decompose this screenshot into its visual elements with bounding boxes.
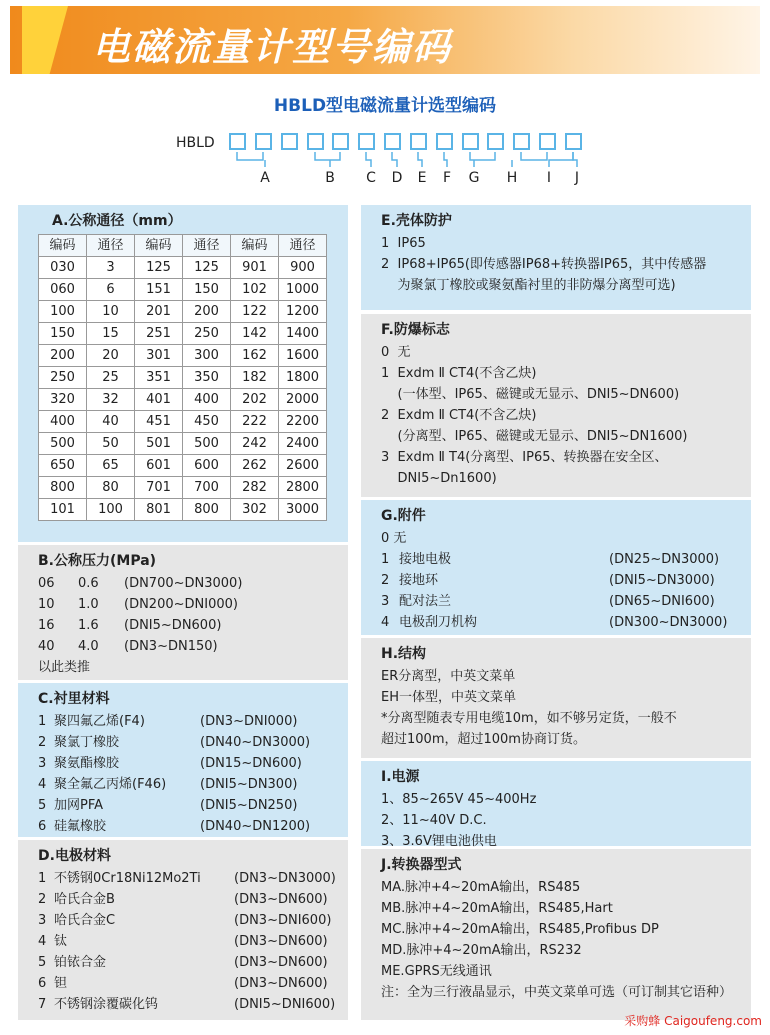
table-cell: 65 bbox=[87, 455, 135, 477]
list-cell: (DN40~DN3000) bbox=[200, 735, 311, 750]
code-letter-B: B bbox=[325, 170, 335, 186]
table-cell: 601 bbox=[135, 455, 183, 477]
table-cell: 150 bbox=[183, 279, 231, 301]
table-cell: 2400 bbox=[279, 433, 327, 455]
table-row bbox=[39, 499, 327, 521]
list-cell: (DNI5~DN3000) bbox=[609, 573, 715, 588]
table-cell: 401 bbox=[135, 389, 183, 411]
panel-h-title: H.结构 bbox=[381, 646, 427, 662]
list-cell: (DN3~DNI000) bbox=[200, 714, 298, 729]
panel-g bbox=[361, 500, 751, 635]
code-connector-lines bbox=[0, 0, 770, 200]
code-connector-D bbox=[392, 152, 397, 167]
table-cell: 301 bbox=[135, 345, 183, 367]
list-cell: 电极刮刀机构 bbox=[399, 615, 478, 630]
list-item bbox=[38, 594, 348, 615]
code-connector-G bbox=[470, 152, 495, 167]
table-cell: 900 bbox=[279, 257, 327, 279]
list-cell: 3 bbox=[381, 594, 390, 609]
panel-d bbox=[18, 840, 348, 1020]
panel-e bbox=[361, 205, 751, 310]
table-header: 通径 bbox=[87, 235, 135, 257]
panel-b-title: B.公称压力(MPa) bbox=[38, 553, 157, 569]
table-cell: 800 bbox=[39, 477, 87, 499]
panel-b bbox=[18, 545, 348, 680]
list-cell: 钛 bbox=[54, 934, 68, 949]
table-cell: 101 bbox=[39, 499, 87, 521]
list-cell: 2 bbox=[38, 735, 47, 750]
list-item bbox=[381, 612, 751, 633]
list-cell: 1.0 bbox=[78, 597, 99, 612]
code-letter-E: E bbox=[417, 170, 427, 186]
list-item: 3、3.6V锂电池供电 bbox=[381, 834, 497, 849]
list-item bbox=[38, 910, 348, 931]
table-cell: 100 bbox=[87, 499, 135, 521]
list-cell: 哈氏合金B bbox=[54, 892, 115, 907]
list-item: 1 IP65 bbox=[381, 236, 426, 251]
list-item bbox=[38, 994, 348, 1015]
code-letter-F: F bbox=[442, 170, 452, 186]
table-cell: 1400 bbox=[279, 323, 327, 345]
table-cell: 20 bbox=[87, 345, 135, 367]
list-cell: 3 bbox=[38, 756, 47, 771]
table-cell: 3 bbox=[87, 257, 135, 279]
panel-f-title: F.防爆标志 bbox=[381, 322, 450, 338]
table-cell: 100 bbox=[39, 301, 87, 323]
list-item bbox=[381, 549, 751, 570]
list-item bbox=[38, 753, 348, 774]
list-item bbox=[38, 931, 348, 952]
list-cell: 06 bbox=[38, 576, 55, 591]
table-cell: 451 bbox=[135, 411, 183, 433]
list-cell: (DN700~DN3000) bbox=[124, 576, 243, 591]
table-cell: 151 bbox=[135, 279, 183, 301]
list-cell: (DNI5~DN300) bbox=[200, 777, 298, 792]
nominal-diameter-table bbox=[38, 234, 327, 521]
code-letter-A: A bbox=[260, 170, 270, 186]
panel-j-title: J.转换器型式 bbox=[381, 857, 462, 873]
list-item: MA.脉冲+4~20mA输出，RS485 bbox=[381, 880, 581, 895]
table-cell: 2800 bbox=[279, 477, 327, 499]
table-cell: 40 bbox=[87, 411, 135, 433]
table-row bbox=[39, 301, 327, 323]
list-cell: 铂铱合金 bbox=[54, 955, 107, 970]
table-cell: 901 bbox=[231, 257, 279, 279]
table-cell: 32 bbox=[87, 389, 135, 411]
list-cell: (DN3~DN600) bbox=[234, 955, 328, 970]
table-cell: 125 bbox=[183, 257, 231, 279]
code-connector-F bbox=[444, 152, 447, 167]
table-cell: 202 bbox=[231, 389, 279, 411]
list-cell: (DN25~DN3000) bbox=[609, 552, 720, 567]
table-cell: 2200 bbox=[279, 411, 327, 433]
list-cell: 5 bbox=[38, 798, 47, 813]
pressure-note: 以此类推 bbox=[38, 660, 91, 675]
list-cell: 16 bbox=[38, 618, 55, 633]
list-item bbox=[38, 816, 348, 837]
table-row bbox=[39, 433, 327, 455]
table-cell: 650 bbox=[39, 455, 87, 477]
list-item: (分离型、IP65、磁键或无显示、DNI5~DN1600) bbox=[381, 429, 688, 444]
list-item: 超过100m，超过100m协商订货。 bbox=[381, 732, 586, 747]
table-cell: 150 bbox=[39, 323, 87, 345]
table-cell: 600 bbox=[183, 455, 231, 477]
table-cell: 1000 bbox=[279, 279, 327, 301]
table-row bbox=[39, 455, 327, 477]
list-item bbox=[38, 615, 348, 636]
list-item bbox=[38, 795, 348, 816]
list-cell: 40 bbox=[38, 639, 55, 654]
code-letter-G: G bbox=[468, 170, 480, 186]
explosion-list bbox=[381, 342, 751, 489]
table-cell: 10 bbox=[87, 301, 135, 323]
table-cell: 1800 bbox=[279, 367, 327, 389]
table-cell: 302 bbox=[231, 499, 279, 521]
list-cell: (DNI5~DN250) bbox=[200, 798, 298, 813]
table-cell: 250 bbox=[183, 323, 231, 345]
list-cell: 4 bbox=[38, 934, 47, 949]
accessory-none: 0 无 bbox=[381, 531, 407, 546]
power-list bbox=[381, 789, 751, 852]
converter-list bbox=[381, 877, 751, 1003]
list-item: 1 Exdm Ⅱ CT4(不含乙炔) bbox=[381, 366, 537, 381]
table-cell: 1600 bbox=[279, 345, 327, 367]
code-connector-J bbox=[573, 152, 577, 167]
list-cell: 7 bbox=[38, 997, 47, 1012]
table-cell: 700 bbox=[183, 477, 231, 499]
panel-a-title: A.公称通径（mm） bbox=[52, 213, 182, 229]
table-cell: 1200 bbox=[279, 301, 327, 323]
lining-list bbox=[38, 711, 348, 837]
watermark: 采购蜂 Caigoufeng.com bbox=[624, 1014, 762, 1028]
table-cell: 102 bbox=[231, 279, 279, 301]
list-cell: 4 bbox=[381, 615, 390, 630]
table-cell: 222 bbox=[231, 411, 279, 433]
list-item: 3 Exdm Ⅱ T4(分离型、IP65、转换器在安全区、 bbox=[381, 450, 668, 465]
panel-i bbox=[361, 761, 751, 849]
list-item: ME.GPRS无线通讯 bbox=[381, 964, 492, 979]
list-item: 为聚氯丁橡胶或聚氨酯衬里的非防爆分离型可选) bbox=[381, 278, 676, 293]
model-prefix: HBLD bbox=[176, 135, 215, 151]
table-cell: 250 bbox=[39, 367, 87, 389]
table-cell: 25 bbox=[87, 367, 135, 389]
list-cell: 哈氏合金C bbox=[54, 913, 116, 928]
list-cell: (DNI5~DNI600) bbox=[234, 997, 336, 1012]
list-cell: 1 bbox=[381, 552, 390, 567]
pressure-list bbox=[38, 573, 348, 657]
code-connector-A bbox=[237, 152, 265, 167]
list-cell: (DN200~DNI000) bbox=[124, 597, 238, 612]
table-cell: 801 bbox=[135, 499, 183, 521]
list-item bbox=[38, 711, 348, 732]
list-cell: 聚全氟乙丙烯(F46) bbox=[54, 777, 167, 792]
list-cell: 1.6 bbox=[78, 618, 99, 633]
table-row bbox=[39, 389, 327, 411]
table-row bbox=[39, 345, 327, 367]
list-cell: 钽 bbox=[54, 976, 68, 991]
table-cell: 251 bbox=[135, 323, 183, 345]
panel-d-title: D.电极材料 bbox=[38, 848, 111, 864]
list-item bbox=[38, 868, 348, 889]
table-cell: 262 bbox=[231, 455, 279, 477]
table-cell: 500 bbox=[39, 433, 87, 455]
list-cell: (DN3~DN600) bbox=[234, 976, 328, 991]
list-item: 1、85~265V 45~400Hz bbox=[381, 792, 537, 807]
table-cell: 060 bbox=[39, 279, 87, 301]
list-item bbox=[381, 591, 751, 612]
list-item bbox=[38, 636, 348, 657]
table-row bbox=[39, 257, 327, 279]
code-letter-D: D bbox=[391, 170, 403, 186]
table-cell: 500 bbox=[183, 433, 231, 455]
table-row bbox=[39, 411, 327, 433]
list-cell: (DN40~DN1200) bbox=[200, 819, 311, 834]
table-cell: 162 bbox=[231, 345, 279, 367]
code-letter-I: I bbox=[546, 170, 552, 186]
subtitle: HBLD型电磁流量计选型编码 bbox=[273, 96, 497, 116]
list-item bbox=[38, 732, 348, 753]
list-cell: (DNI5~DN600) bbox=[124, 618, 222, 633]
list-item: MB.脉冲+4~20mA输出，RS485,Hart bbox=[381, 901, 613, 916]
list-cell: 聚四氟乙烯(F4) bbox=[54, 714, 145, 729]
code-connector-E bbox=[418, 152, 422, 167]
list-item: EH一体型，中英文菜单 bbox=[381, 690, 516, 705]
list-cell: 4 bbox=[38, 777, 47, 792]
table-cell: 242 bbox=[231, 433, 279, 455]
list-cell: 硅氟橡胶 bbox=[54, 819, 107, 834]
table-header: 通径 bbox=[279, 235, 327, 257]
electrode-list bbox=[38, 868, 348, 1015]
table-cell: 450 bbox=[183, 411, 231, 433]
table-cell: 400 bbox=[183, 389, 231, 411]
list-cell: (DN3~DN600) bbox=[234, 934, 328, 949]
list-cell: (DN65~DNI600) bbox=[609, 594, 715, 609]
panel-c bbox=[18, 683, 348, 837]
table-header: 编码 bbox=[231, 235, 279, 257]
code-connector-I bbox=[549, 152, 573, 167]
list-cell: 0.6 bbox=[78, 576, 99, 591]
table-row bbox=[39, 477, 327, 499]
list-cell: 5 bbox=[38, 955, 47, 970]
list-cell: 1 bbox=[38, 714, 47, 729]
list-item: 注：全为三行液晶显示，中英文菜单可选（可订制其它语种） bbox=[381, 985, 733, 1000]
list-item: MC.脉冲+4~20mA输出，RS485,Profibus DP bbox=[381, 922, 659, 937]
code-connector-H bbox=[512, 152, 547, 167]
list-cell: 3 bbox=[38, 913, 47, 928]
list-cell: 加网PFA bbox=[54, 798, 104, 813]
list-cell: (DN3~DNI600) bbox=[234, 913, 332, 928]
list-cell: (DN3~DN3000) bbox=[234, 871, 336, 886]
list-cell: 10 bbox=[38, 597, 55, 612]
table-cell: 300 bbox=[183, 345, 231, 367]
list-cell: 2 bbox=[38, 892, 47, 907]
list-cell: 接地电极 bbox=[399, 552, 452, 567]
list-cell: 6 bbox=[38, 976, 47, 991]
panel-j bbox=[361, 849, 751, 1020]
list-cell: 聚氯丁橡胶 bbox=[54, 735, 120, 750]
list-item: MD.脉冲+4~20mA输出，RS232 bbox=[381, 943, 582, 958]
list-item bbox=[381, 570, 751, 591]
table-cell: 350 bbox=[183, 367, 231, 389]
list-item bbox=[38, 973, 348, 994]
table-cell: 030 bbox=[39, 257, 87, 279]
table-cell: 125 bbox=[135, 257, 183, 279]
table-cell: 320 bbox=[39, 389, 87, 411]
list-item: DNI5~Dn1600) bbox=[381, 471, 497, 486]
list-item bbox=[38, 889, 348, 910]
code-letter-H: H bbox=[506, 170, 518, 186]
list-cell: (DN3~DN150) bbox=[124, 639, 218, 654]
table-cell: 2600 bbox=[279, 455, 327, 477]
list-item: ER分离型，中英文菜单 bbox=[381, 669, 516, 684]
list-item bbox=[38, 774, 348, 795]
table-cell: 201 bbox=[135, 301, 183, 323]
table-cell: 50 bbox=[87, 433, 135, 455]
list-cell: 1 bbox=[38, 871, 47, 886]
table-cell: 351 bbox=[135, 367, 183, 389]
list-item: (一体型、IP65、磁键或无显示、DNI5~DN600) bbox=[381, 387, 680, 402]
list-cell: 配对法兰 bbox=[399, 594, 452, 609]
code-connector-B bbox=[315, 152, 340, 167]
table-cell: 501 bbox=[135, 433, 183, 455]
panel-f bbox=[361, 314, 751, 497]
list-cell: 不锈钢涂覆碳化钨 bbox=[54, 997, 159, 1012]
panel-g-title: G.附件 bbox=[381, 508, 426, 524]
list-cell: 聚氨酯橡胶 bbox=[54, 756, 120, 771]
accessory-list bbox=[381, 549, 751, 633]
table-header: 编码 bbox=[135, 235, 183, 257]
table-cell: 282 bbox=[231, 477, 279, 499]
list-cell: 接地环 bbox=[399, 573, 439, 588]
table-row bbox=[39, 279, 327, 301]
list-cell: 2 bbox=[381, 573, 390, 588]
list-item bbox=[38, 573, 348, 594]
list-item bbox=[38, 952, 348, 973]
panel-c-title: C.衬里材料 bbox=[38, 691, 110, 707]
table-header: 编码 bbox=[39, 235, 87, 257]
code-letter-J: J bbox=[574, 170, 580, 186]
table-cell: 80 bbox=[87, 477, 135, 499]
list-cell: (DN3~DN600) bbox=[234, 892, 328, 907]
table-row bbox=[39, 323, 327, 345]
list-cell: 不锈钢0Cr18Ni12Mo2Ti bbox=[54, 871, 201, 886]
list-item: 2 Exdm Ⅱ CT4(不含乙炔) bbox=[381, 408, 537, 423]
panel-a bbox=[18, 205, 348, 542]
code-letter-C: C bbox=[366, 170, 376, 186]
table-cell: 800 bbox=[183, 499, 231, 521]
table-cell: 6 bbox=[87, 279, 135, 301]
panel-e-title: E.壳体防护 bbox=[381, 213, 452, 229]
table-cell: 701 bbox=[135, 477, 183, 499]
table-cell: 122 bbox=[231, 301, 279, 323]
table-cell: 200 bbox=[183, 301, 231, 323]
table-cell: 15 bbox=[87, 323, 135, 345]
list-item: *分离型随表专用电缆10m，如不够另定货，一般不 bbox=[381, 711, 677, 726]
table-row bbox=[39, 367, 327, 389]
panel-h bbox=[361, 638, 751, 758]
list-item: 0 无 bbox=[381, 345, 411, 360]
table-cell: 142 bbox=[231, 323, 279, 345]
list-item: 2、11~40V D.C. bbox=[381, 813, 487, 828]
page-title: 电磁流量计型号编码 bbox=[92, 25, 453, 69]
list-cell: 6 bbox=[38, 819, 47, 834]
list-cell: (DN300~DN3000) bbox=[609, 615, 728, 630]
list-cell: (DN15~DN600) bbox=[200, 756, 302, 771]
table-cell: 400 bbox=[39, 411, 87, 433]
table-cell: 200 bbox=[39, 345, 87, 367]
code-connector-C bbox=[366, 152, 371, 167]
structure-list bbox=[381, 666, 751, 750]
list-item: 2 IP68+IP65(即传感器IP68+转换器IP65，其中传感器 bbox=[381, 257, 707, 272]
table-cell: 182 bbox=[231, 367, 279, 389]
enclosure-list bbox=[381, 233, 751, 296]
panel-i-title: I.电源 bbox=[381, 769, 420, 785]
list-cell: 4.0 bbox=[78, 639, 99, 654]
table-header: 通径 bbox=[183, 235, 231, 257]
table-cell: 3000 bbox=[279, 499, 327, 521]
table-cell: 2000 bbox=[279, 389, 327, 411]
